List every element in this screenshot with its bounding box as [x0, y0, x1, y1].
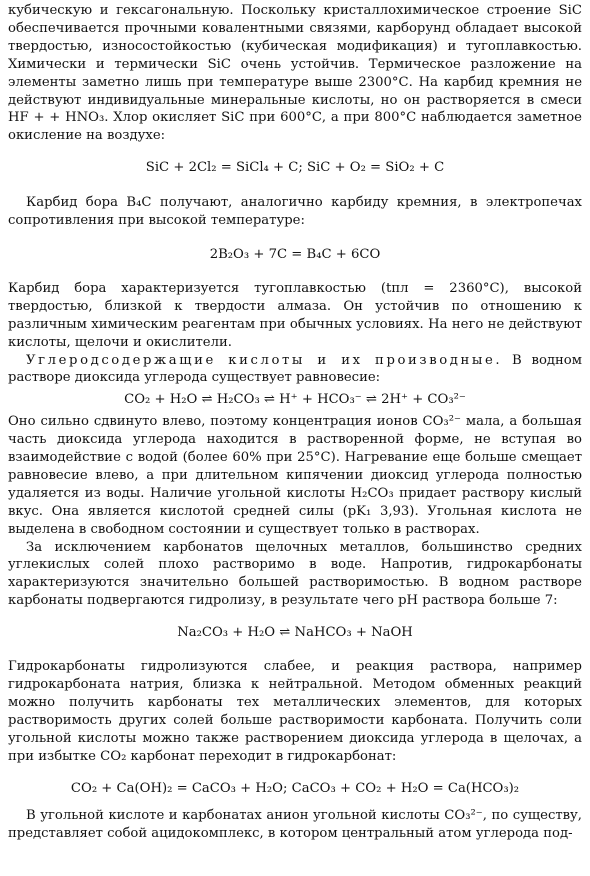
paragraph-carbonates: За исключением карбонатов щелочных металлов, большинство средних углекислых солей плохо растворимо в воде. Напротив, гидрокарбонаты характеризуются значительно большей растворимостью. В водном растворе карбонаты подвергаются гидролизу, в результате чего pH раствора больше 7:: [8, 539, 582, 609]
equation-sic-reactions: SiC + 2Cl₂ = SiCl₄ + C; SiC + O₂ = SiO₂ + C: [145, 160, 445, 176]
paragraph-silicon-carbide: кубическую и гексагональную. Поскольку кристаллохимическое строение SiC обеспечивается прочными ковалентными связями, карборунд обладает высокой твердостью, износостойкостью (кубическая модификация) и тугоплавкостью. Химически и термически SiC очень устойчив. Термическое разложение на элементы заметно лишь при температуре выше 2300°С. На карбид кремния не действуют индивидуальные минеральные кислоты, но он растворяется в смеси HF + + HNO₃. Хлор окисляет SiC при 600°С, а при 800°С наблюдается заметное окисление на воздухе:: [8, 3, 582, 144]
equation-sodium-carbonate-hydrolysis: Na₂CO₃ + H₂O ⇌ NaHCO₃ + NaOH: [177, 625, 413, 641]
paragraph-boron-carbide: Карбид бора B₄C получают, аналогично карбиду кремния, в электропечах сопротивления при высокой температуре:: [8, 195, 582, 229]
paragraph-carbon-acids: [8, 352, 582, 388]
section-intro-text: В водном растворе диоксида углерода существует равновесие:: [8, 352, 582, 386]
section-heading: Углеродсодержащие кислоты и их производные.: [26, 352, 503, 368]
equation-co2-equilibrium: CO₂ + H₂O ⇌ H₂CO₃ ⇌ H⁺ + HCO₃⁻ ⇌ 2H⁺ + CO₃²⁻: [124, 392, 466, 408]
paragraph-carbonic-acid: Оно сильно сдвинуто влево, поэтому концентрация ионов CO₃²⁻ мала, а большая часть диоксида углерода находится в растворенной форме, не вступая во взаимодействие с водой (более 60% при 25°С). Нагревание еще больше смещает равновесие влево, а при длительном кипячении диоксид углерода полностью удаляется из воды. Наличие угольной кислоты H₂CO₃ придает раствору кислый вкус. Она является кислотой средней силы (pK₁ 3,93). Угольная кислота не выделена в свободном состоянии и существует только в растворах.: [8, 414, 582, 537]
equation-calcium-carbonate: CO₂ + Ca(OH)₂ = CaCO₃ + H₂O; CaCO₃ + CO₂ + H₂O = Ca(HCO₃)₂: [70, 780, 520, 796]
paragraph-hydrocarbonates: Гидрокарбонаты гидролизуются слабее, и реакция раствора, например гидрокарбоната натрия, близка к нейтральной. Методом обменных реакций можно получить карбонаты тех металлических элементов, для которых растворимость других солей больше растворимости карбоната. Получить соли угольной кислоты можно также растворением диоксида углерода в щелочах, а при избытке CO₂ карбонат переходит в гидрокарбонат:: [8, 659, 582, 764]
equation-boron-carbide: 2B₂O₃ + 7C = B₄C + 6CO: [209, 246, 381, 262]
paragraph-carbonate-anion: В угольной кислоте и карбонатах анион угольной кислоты CO₃²⁻, по существу, представляет собой ацидокомплекс, в котором центральный атом углерода под-: [8, 808, 582, 842]
paragraph-boron-carbide-properties: Карбид бора характеризуется тугоплавкостью (tпл = 2360°C), высокой твердостью, близкой к твердости алмаза. Он устойчив по отношению к различным химическим реагентам при обычных условиях. На него не действуют кислоты, щелочи и окислители.: [8, 280, 582, 350]
